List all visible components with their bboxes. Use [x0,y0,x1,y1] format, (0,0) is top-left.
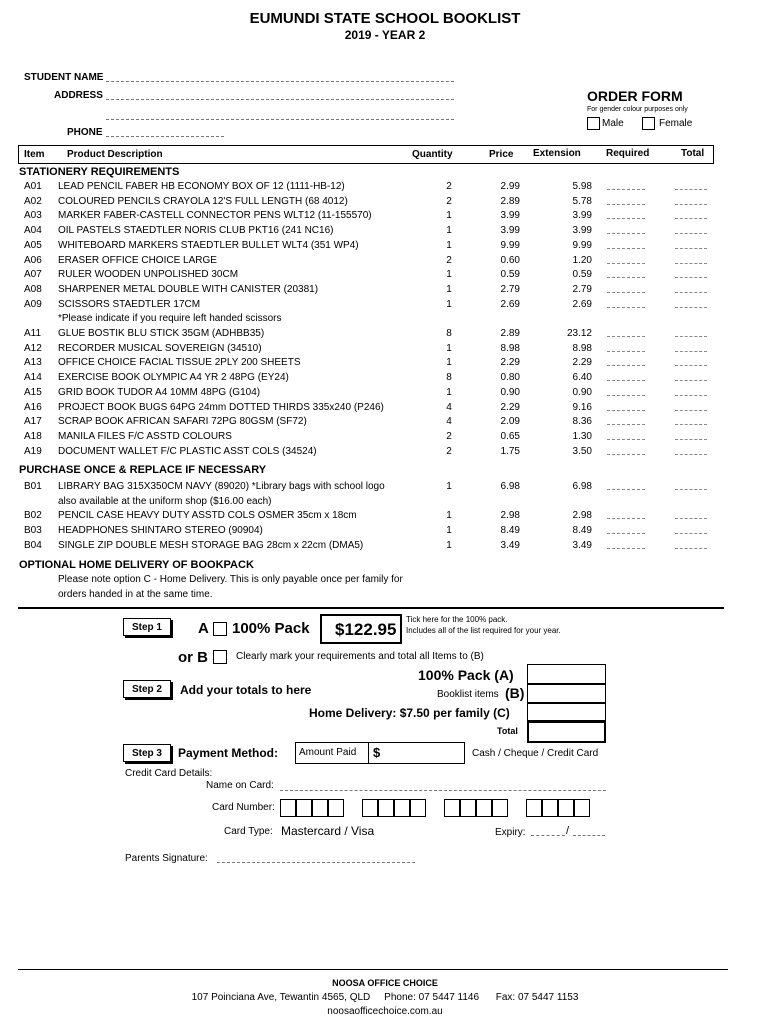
phone-label: PHONE [67,127,103,138]
expiry-month-field[interactable] [531,835,565,836]
required-field[interactable] [607,255,645,264]
amount-divider [368,743,369,763]
card-digit-box[interactable] [296,799,312,817]
item-description: ERASER OFFICE CHOICE LARGE [58,254,217,266]
total-field[interactable] [675,210,707,219]
item-extension: 6.40 [572,372,592,384]
item-description: *Please indicate if you require left handed scissors [58,313,282,325]
payment-methods: Cash / Cheque / Credit Card [472,748,599,759]
required-field[interactable] [607,357,645,366]
item-quantity: 8 [446,372,452,384]
item-code: A18 [24,430,42,442]
table-row [0,240,770,254]
item-code: A19 [24,445,42,457]
item-code: B01 [24,481,42,492]
total-field[interactable] [675,525,707,534]
item-quantity: 1 [446,510,452,522]
card-digit-box[interactable] [526,799,542,817]
expiry-slash: / [566,825,570,837]
card-digit-box[interactable] [328,799,344,817]
required-field[interactable] [607,525,645,534]
item-price: 2.89 [500,328,520,339]
col-required: Required [606,148,650,159]
item-extension: 2.79 [572,283,592,295]
item-description: RULER WOODEN UNPOLISHED 30CM [58,269,239,281]
total-field[interactable] [675,540,707,549]
item-description: also available at the uniform shop ($16.00 each) [58,495,272,507]
item-quantity: 1 [446,539,452,551]
item-extension: 0.59 [572,269,592,281]
required-field[interactable] [607,402,645,411]
total-field[interactable] [675,343,707,352]
total-field[interactable] [675,446,707,455]
table-row [0,402,770,416]
female-checkbox[interactable] [642,117,655,130]
table-row [0,357,770,371]
item-code: A08 [24,283,42,295]
gender-note: For gender colour purposes only [587,106,688,113]
required-field[interactable] [607,196,645,205]
home-delivery-label: Home Delivery: $7.50 per family (C) [309,706,510,720]
item-extension: 2.98 [572,510,592,522]
col-description: Product Description [67,149,163,160]
required-field[interactable] [607,510,645,519]
table-row [0,196,770,210]
total-field[interactable] [675,431,707,440]
item-extension: 2.69 [572,298,592,310]
column-header [18,145,714,164]
page-title: EUMUNDI STATE SCHOOL BOOKLIST [249,10,521,27]
signature-field[interactable] [217,862,415,863]
table-row [0,255,770,269]
card-digit-box[interactable] [574,799,590,817]
col-total: Total [681,148,705,159]
step2-badge: Step 2 [123,680,171,698]
item-description: RECORDER MUSICAL SOVEREIGN (34510) [58,342,262,354]
item-quantity: 1 [446,525,452,537]
table-row [0,416,770,430]
item-description: SINGLE ZIP DOUBLE MESH STORAGE BAG 28cm x 22cm (DMA5) [58,539,364,551]
item-description: GLUE BOSTIK BLU STICK 35GM (ADHBB35) [58,328,265,339]
option-b-checkbox[interactable] [213,650,227,664]
pack-label: 100% Pack [232,620,310,637]
delivery-note-line2: orders handed in at the same time. [58,589,213,600]
section-stationery: STATIONERY REQUIREMENTS [19,166,180,178]
required-field[interactable] [607,387,645,396]
total-field[interactable] [675,181,707,190]
required-field[interactable] [607,372,645,381]
item-quantity: 1 [446,283,452,295]
card-digit-box[interactable] [280,799,296,817]
total-amount-box[interactable] [527,721,606,743]
item-description: WHITEBOARD MARKERS STAEDTLER BULLET WLT4 (351 WP4) [58,239,359,251]
item-description: MARKER FABER-CASTELL CONNECTOR PENS WLT12 (11-155570) [58,210,372,222]
required-field[interactable] [607,299,645,308]
item-extension: 5.98 [572,181,592,192]
item-price: 1.75 [500,445,520,457]
divider [18,607,724,609]
booklist-label: Booklist items [437,689,499,700]
name-on-card-label: Name on Card: [206,780,274,791]
footer-address: 107 Poinciana Ave, Tewantin 4565, QLD Phone: 07 5447 1146 Fax: 07 5447 1153 [191,992,579,1003]
total-field[interactable] [675,416,707,425]
required-field[interactable] [607,431,645,440]
item-description: GRID BOOK TUDOR A4 10MM 48PG (G104) [58,386,261,398]
item-description: EXERCISE BOOK OLYMPIC A4 YR 2 48PG (EY24) [58,372,289,384]
home-delivery-amount-box[interactable] [527,703,606,721]
item-extension: 6.98 [572,481,592,492]
required-field[interactable] [607,446,645,455]
item-price: 2.69 [500,298,520,310]
pack-a-amount-box[interactable] [527,664,606,684]
option-b-note: Clearly mark your requirements and total all Items to (B) [236,651,484,662]
card-digit-box[interactable] [410,799,426,817]
required-field[interactable] [607,481,645,490]
item-price: 2.99 [500,181,520,192]
item-description: PROJECT BOOK BUGS 64PG 24mm DOTTED THIRDS 335x240 (P246) [58,401,384,413]
item-quantity: 1 [446,481,452,492]
booklist-b-label: (B) [505,685,525,701]
option-a-checkbox[interactable] [213,622,227,636]
item-extension: 1.30 [572,430,592,442]
table-row [0,269,770,283]
table-row [0,387,770,401]
amount-paid-label: Amount Paid [299,747,357,758]
cc-details-label: Credit Card Details: [125,768,213,779]
item-description: HEADPHONES SHINTARO STEREO (90904) [58,525,263,537]
item-code: A09 [24,298,42,310]
student-name-label: STUDENT NAME [24,72,104,83]
item-price: 3.99 [500,210,520,222]
item-price: 2.29 [500,401,520,413]
footer-divider [18,969,728,970]
item-price: 0.80 [500,372,520,384]
table-row [0,510,770,524]
item-code: A13 [24,357,42,369]
col-item: Item [24,149,45,160]
address-field-line2[interactable] [106,119,454,120]
item-extension: 5.78 [572,195,592,207]
item-quantity: 2 [446,254,452,266]
item-quantity: 2 [446,195,452,207]
card-digit-box[interactable] [476,799,492,817]
option-b-label: or B [178,649,208,666]
table-row [0,299,770,313]
table-row [0,540,770,554]
item-description: OIL PASTELS STAEDTLER NORIS CLUB PKT16 (241 NC16) [58,225,334,237]
required-field[interactable] [607,343,645,352]
pack-price-box [320,614,402,644]
card-digit-box[interactable] [378,799,394,817]
item-extension: 0.90 [572,386,592,398]
item-extension: 9.16 [572,401,592,413]
item-description: PENCIL CASE HEAVY DUTY ASSTD COLS OSMER 35cm x 18cm [58,510,357,522]
card-number-label: Card Number: [212,802,275,813]
address-label: ADDRESS [54,90,103,101]
required-field[interactable] [607,328,645,337]
item-extension: 8.49 [572,525,592,537]
required-field[interactable] [607,240,645,249]
table-row [0,225,770,239]
table-row [0,372,770,386]
table-row [0,210,770,224]
name-on-card-field[interactable] [280,790,606,791]
item-code: B03 [24,525,42,537]
item-code: A01 [24,181,42,192]
item-price: 9.99 [500,239,520,251]
col-extension: Extension [533,148,581,159]
item-extension: 23.12 [566,328,592,339]
required-field[interactable] [607,225,645,234]
item-description: SHARPENER METAL DOUBLE WITH CANISTER (20381) [58,283,319,295]
total-label: Total [497,726,518,736]
table-row [0,446,770,460]
item-price: 0.65 [500,430,520,442]
required-field[interactable] [607,269,645,278]
item-extension: 3.49 [572,539,592,551]
total-field[interactable] [675,196,707,205]
item-description: LEAD PENCIL FABER HB ECONOMY BOX OF 12 (1111-HB-12) [58,181,345,192]
card-digit-box[interactable] [460,799,476,817]
table-row [0,284,770,298]
section-purchase: PURCHASE ONCE & REPLACE IF NECESSARY [19,464,267,476]
option-a-label: A [198,620,209,637]
item-quantity: 4 [446,416,452,428]
item-price: 0.60 [500,254,520,266]
item-quantity: 2 [446,445,452,457]
item-code: A03 [24,210,42,222]
table-row [0,313,770,327]
total-field[interactable] [675,481,707,490]
item-description: SCISSORS STAEDTLER 17CM [58,298,201,310]
total-field[interactable] [675,328,707,337]
item-code: A04 [24,225,42,237]
card-type-label: Card Type: [224,826,273,837]
card-digit-box[interactable] [542,799,558,817]
dollar-sign: $ [373,745,381,760]
item-quantity: 2 [446,430,452,442]
item-code: A12 [24,342,42,354]
item-quantity: 1 [446,342,452,354]
student-name-field[interactable] [106,81,454,82]
item-extension: 9.99 [572,239,592,251]
item-code: A11 [24,328,42,339]
item-price: 2.79 [500,283,520,295]
card-digit-box[interactable] [362,799,378,817]
item-quantity: 1 [446,357,452,369]
item-quantity: 1 [446,386,452,398]
order-form-title: ORDER FORM [587,88,683,104]
card-digit-box[interactable] [394,799,410,817]
required-field[interactable] [607,284,645,293]
item-extension: 8.98 [572,342,592,354]
footer-company: NOOSA OFFICE CHOICE [332,978,438,988]
item-code: A17 [24,416,42,428]
item-code: A06 [24,254,42,266]
item-description: MANILA FILES F/C ASSTD COLOURS [58,430,232,442]
booklist-amount-box[interactable] [527,684,606,703]
item-code: B02 [24,510,42,522]
total-field[interactable] [675,387,707,396]
table-row [0,343,770,357]
item-quantity: 1 [446,210,452,222]
card-digit-box[interactable] [312,799,328,817]
amount-paid-box[interactable] [295,742,465,764]
item-price: 6.98 [500,481,520,492]
expiry-label: Expiry: [495,827,526,838]
item-price: 2.98 [500,510,520,522]
col-quantity: Quantity [412,149,453,160]
item-quantity: 2 [446,181,452,192]
total-field[interactable] [675,372,707,381]
total-field[interactable] [675,357,707,366]
item-extension: 1.20 [572,254,592,266]
item-extension: 3.99 [572,210,592,222]
total-field[interactable] [675,510,707,519]
item-quantity: 1 [446,298,452,310]
item-description: SCRAP BOOK AFRICAN SAFARI 72PG 80GSM (SF72) [58,416,307,428]
item-extension: 3.50 [572,445,592,457]
item-code: A05 [24,239,42,251]
required-field[interactable] [607,416,645,425]
table-row [0,431,770,445]
item-quantity: 1 [446,225,452,237]
total-field[interactable] [675,269,707,278]
expiry-year-field[interactable] [573,835,605,836]
total-field[interactable] [675,299,707,308]
card-digit-box[interactable] [492,799,508,817]
table-row [0,181,770,195]
item-description: LIBRARY BAG 315X350CM NAVY (89020) *Library bags with school logo [58,481,385,492]
total-field[interactable] [675,225,707,234]
item-price: 8.98 [500,342,520,354]
item-description: OFFICE CHOICE FACIAL TISSUE 2PLY 200 SHEETS [58,357,301,369]
total-field[interactable] [675,402,707,411]
card-digit-box[interactable] [444,799,460,817]
item-extension: 8.36 [572,416,592,428]
male-checkbox[interactable] [587,117,600,130]
item-code: A14 [24,372,42,384]
step3-badge: Step 3 [123,744,171,762]
pack-price: $122.95 [335,620,397,639]
table-row [0,481,770,495]
address-field[interactable] [106,99,454,100]
item-description: COLOURED PENCILS CRAYOLA 12'S FULL LENGTH (68 4012) [58,195,348,207]
pack-a-label: 100% Pack (A) [418,667,514,683]
item-price: 8.49 [500,525,520,537]
item-quantity: 4 [446,401,452,413]
item-code: A16 [24,401,42,413]
male-label: Male [602,118,624,129]
item-quantity: 1 [446,239,452,251]
item-extension: 3.99 [572,225,592,237]
item-code: A07 [24,269,42,281]
tick-note-line1: Tick here for the 100% pack. [406,615,508,624]
item-code: B04 [24,539,42,551]
item-price: 0.59 [500,269,520,281]
step1-badge: Step 1 [123,618,171,636]
total-field[interactable] [675,284,707,293]
total-field[interactable] [675,240,707,249]
item-price: 2.29 [500,357,520,369]
item-description: DOCUMENT WALLET F/C PLASTIC ASST COLS (34524) [58,445,317,457]
item-quantity: 1 [446,269,452,281]
card-digit-box[interactable] [558,799,574,817]
payment-method-label: Payment Method: [178,746,279,760]
item-price: 2.09 [500,416,520,428]
step2-text: Add your totals to here [180,683,312,697]
phone-field[interactable] [106,136,224,137]
page-subtitle: 2019 - YEAR 2 [344,28,426,42]
item-price: 3.49 [500,539,520,551]
required-field[interactable] [607,210,645,219]
section-delivery: OPTIONAL HOME DELIVERY OF BOOKPACK [19,559,254,571]
tick-note-line2: Includes all of the list required for your year. [406,626,561,635]
item-code: A15 [24,386,42,398]
table-row [0,496,770,510]
item-code: A02 [24,195,42,207]
card-type-value: Mastercard / Visa [281,824,375,838]
required-field[interactable] [607,181,645,190]
item-extension: 2.29 [572,357,592,369]
table-row [0,328,770,342]
item-price: 3.99 [500,225,520,237]
footer-web: noosaofficechoice.com.au [327,1006,443,1017]
col-price: Price [489,149,514,160]
item-price: 0.90 [500,386,520,398]
female-label: Female [659,118,693,129]
delivery-note-line1: Please note option C - Home Delivery. This is only payable once per family for [58,574,403,585]
item-price: 2.89 [500,195,520,207]
total-field[interactable] [675,255,707,264]
signature-label: Parents Signature: [125,853,208,864]
item-quantity: 8 [446,328,452,339]
required-field[interactable] [607,540,645,549]
table-row [0,525,770,539]
